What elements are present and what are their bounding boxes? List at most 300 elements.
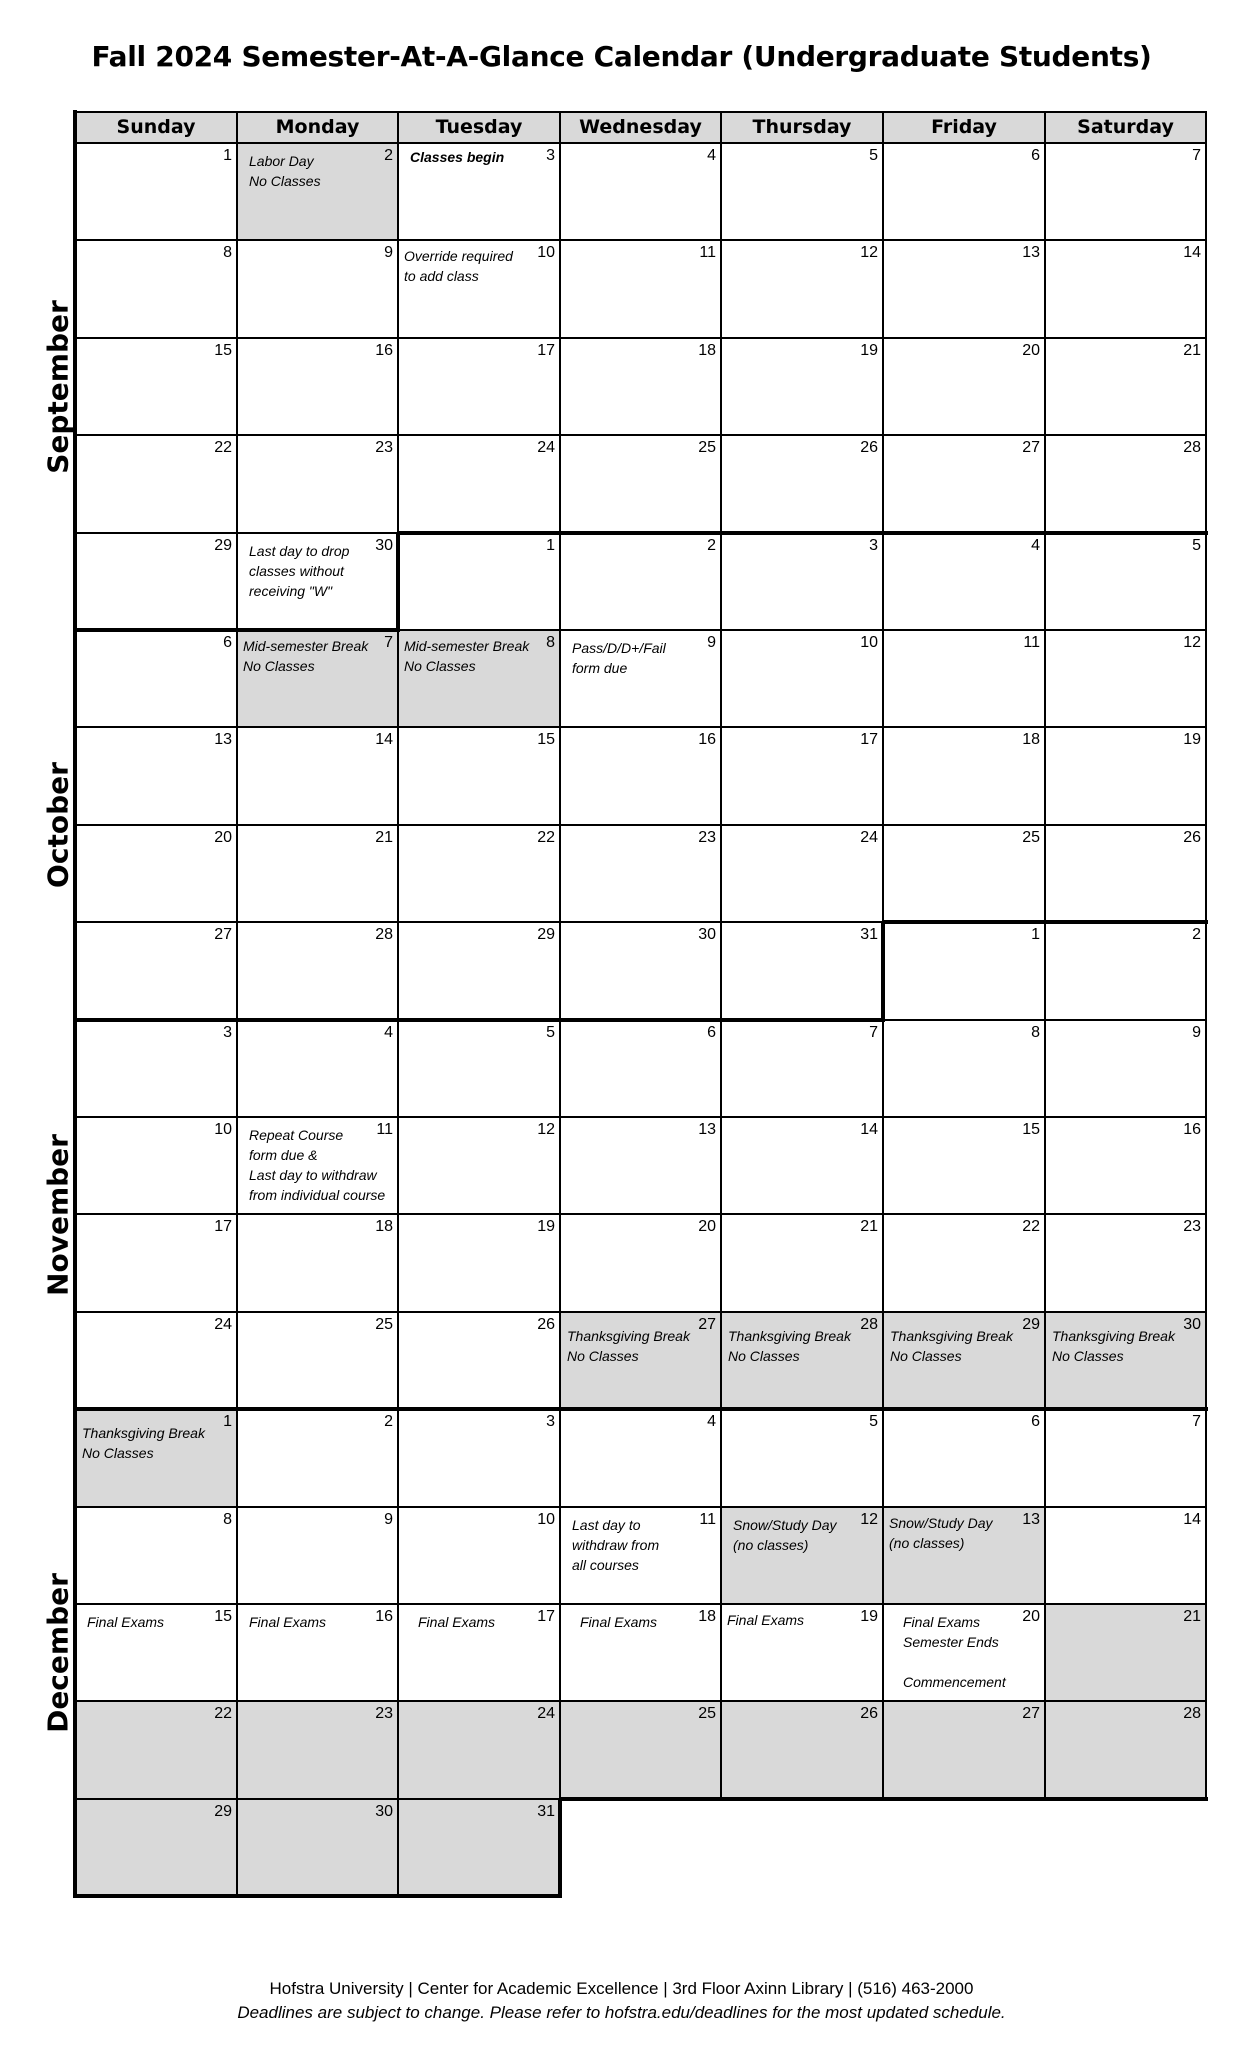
event-note-line: No Classes	[890, 1348, 962, 1364]
day-cell	[398, 1020, 560, 1117]
day-cell	[1045, 922, 1206, 1020]
event-note-line: Final Exams	[580, 1614, 658, 1630]
month-separator	[74, 628, 400, 632]
event-note	[249, 1612, 326, 1632]
day-cell	[560, 1701, 721, 1799]
event-note-line: Semester Ends	[903, 1634, 999, 1650]
day-cell	[75, 1117, 237, 1214]
day-cell	[721, 1507, 883, 1604]
event-note-line: Commencement	[903, 1674, 1006, 1690]
weekday-header-saturday: Saturday	[1045, 112, 1206, 143]
day-number: 10	[214, 1121, 232, 1138]
day-cell	[560, 1409, 721, 1507]
day-number: 25	[698, 1705, 716, 1722]
day-cell	[237, 1214, 398, 1312]
event-note-line: withdraw from	[572, 1537, 660, 1553]
event-note-line: No Classes	[82, 1445, 154, 1461]
day-number: 14	[1183, 1511, 1201, 1528]
month-separator	[74, 1407, 1208, 1411]
day-number: 13	[1022, 244, 1040, 261]
day-number: 1	[546, 537, 555, 554]
event-note-line: Repeat Course	[249, 1127, 344, 1143]
grid-line	[559, 111, 561, 1897]
day-number: 13	[1022, 1511, 1040, 1528]
day-cell	[398, 1799, 560, 1896]
event-note	[243, 636, 368, 676]
event-note	[728, 1326, 851, 1366]
event-note	[418, 1612, 495, 1632]
event-note	[572, 638, 666, 678]
day-cell	[75, 1312, 237, 1409]
day-cell	[883, 1507, 1045, 1604]
day-cell	[237, 143, 398, 240]
day-cell	[1045, 1312, 1206, 1409]
day-cell	[883, 533, 1045, 630]
grid-line	[75, 337, 1206, 339]
event-note-line: Snow/Study Day	[889, 1515, 993, 1531]
day-cell	[1045, 435, 1206, 533]
month-separator	[74, 1018, 885, 1022]
grid-line	[75, 824, 1206, 826]
day-cell	[398, 435, 560, 533]
grid-line	[1044, 111, 1046, 1800]
day-cell	[883, 338, 1045, 435]
day-cell	[75, 630, 237, 727]
day-cell	[237, 1020, 398, 1117]
page-title: Fall 2024 Semester-At-A-Glance Calendar (Undergraduate Students)	[91, 40, 1152, 73]
event-note-line: Mid-semester Break	[404, 638, 530, 654]
day-cell	[560, 240, 721, 338]
day-number: 29	[537, 926, 555, 943]
event-note-line: classes without	[249, 563, 344, 579]
grid-line	[75, 142, 1206, 144]
day-cell	[398, 338, 560, 435]
day-number: 1	[223, 1413, 232, 1430]
day-cell	[237, 240, 398, 338]
month-label-december: December	[41, 1572, 75, 1733]
event-note-line: Override required	[404, 248, 513, 264]
event-note-line: (no classes)	[733, 1537, 809, 1553]
event-note-line: No Classes	[404, 658, 476, 674]
day-number: 10	[860, 634, 878, 651]
day-number: 5	[869, 147, 878, 164]
day-number: 29	[1022, 1316, 1040, 1333]
day-number: 25	[375, 1316, 393, 1333]
day-number: 17	[860, 731, 878, 748]
event-note-line: (no classes)	[889, 1535, 965, 1551]
day-number: 11	[699, 244, 716, 261]
day-number: 2	[1192, 926, 1201, 943]
day-cell	[560, 1117, 721, 1214]
event-note-line: Pass/D/D+/Fail	[572, 640, 666, 656]
day-number: 5	[546, 1024, 555, 1041]
day-cell	[75, 825, 237, 922]
day-number: 23	[698, 829, 716, 846]
day-cell	[1045, 825, 1206, 922]
day-number: 30	[375, 537, 393, 554]
day-number: 7	[1192, 1413, 1201, 1430]
event-note-line: form due	[572, 660, 628, 676]
event-note-line: Classes begin	[410, 149, 505, 165]
day-number: 19	[860, 1608, 878, 1625]
day-cell	[1045, 727, 1206, 825]
day-number: 22	[537, 829, 555, 846]
day-cell	[883, 1312, 1045, 1409]
day-cell	[560, 1214, 721, 1312]
month-label-october: October	[41, 762, 75, 888]
event-note-line: Last day to drop	[249, 543, 350, 559]
day-number: 7	[1192, 147, 1201, 164]
day-cell	[721, 1312, 883, 1409]
day-number: 15	[537, 731, 555, 748]
event-note-line: Final Exams	[87, 1614, 165, 1630]
event-note-line: Final Exams	[903, 1614, 981, 1630]
day-number: 9	[384, 244, 393, 261]
day-cell	[398, 533, 560, 630]
day-cell	[237, 1312, 398, 1409]
day-number: 26	[860, 1705, 878, 1722]
day-number: 10	[537, 244, 555, 261]
day-cell	[560, 922, 721, 1020]
day-number: 28	[1183, 1705, 1201, 1722]
day-cell	[237, 1604, 398, 1701]
day-number: 27	[1022, 1705, 1040, 1722]
day-number: 31	[860, 926, 878, 943]
day-number: 2	[707, 537, 716, 554]
day-number: 18	[698, 342, 716, 359]
day-cell	[883, 630, 1045, 727]
day-number: 29	[214, 1803, 232, 1820]
day-cell	[398, 240, 560, 338]
month-label-september: September	[41, 299, 75, 474]
day-cell	[721, 1117, 883, 1214]
day-number: 19	[1183, 731, 1201, 748]
day-number: 7	[384, 634, 393, 651]
day-cell	[237, 825, 398, 922]
day-cell	[75, 1799, 237, 1896]
day-cell	[75, 727, 237, 825]
grid-line	[75, 1700, 1206, 1702]
event-note-line: Thanksgiving Break	[1052, 1328, 1175, 1344]
day-cell	[75, 240, 237, 338]
day-number: 23	[375, 1705, 393, 1722]
day-number: 4	[707, 1413, 716, 1430]
day-cell	[883, 1117, 1045, 1214]
day-number: 7	[869, 1024, 878, 1041]
day-number: 1	[1031, 926, 1040, 943]
event-note-line: to add class	[404, 268, 479, 284]
day-number: 25	[698, 439, 716, 456]
day-number: 26	[1183, 829, 1201, 846]
day-cell	[883, 1214, 1045, 1312]
day-number: 20	[1022, 1608, 1040, 1625]
day-number: 27	[214, 926, 232, 943]
day-number: 13	[698, 1121, 716, 1138]
day-cell	[721, 1409, 883, 1507]
day-cell	[1045, 630, 1206, 727]
day-number: 23	[1183, 1218, 1201, 1235]
event-note-line: Mid-semester Break	[243, 638, 369, 654]
day-number: 3	[546, 1413, 555, 1430]
day-cell	[721, 143, 883, 240]
day-cell	[75, 1020, 237, 1117]
day-cell	[398, 1507, 560, 1604]
day-cell	[883, 727, 1045, 825]
event-note-line: Thanksgiving Break	[82, 1425, 205, 1441]
day-number: 31	[537, 1803, 555, 1820]
day-number: 4	[384, 1024, 393, 1041]
event-note	[404, 246, 513, 286]
day-number: 14	[375, 731, 393, 748]
day-cell	[1045, 533, 1206, 630]
event-note	[903, 1612, 1006, 1692]
day-number: 17	[537, 1608, 555, 1625]
event-note	[410, 147, 504, 167]
day-number: 17	[537, 342, 555, 359]
day-cell	[721, 922, 883, 1020]
day-cell	[560, 1312, 721, 1409]
grid-line	[75, 1603, 1206, 1605]
day-cell	[1045, 1020, 1206, 1117]
grid-line	[75, 1311, 1206, 1313]
weekday-header-friday: Friday	[883, 112, 1045, 143]
event-note-line: from individual course	[249, 1187, 386, 1203]
event-note	[733, 1515, 837, 1555]
day-number: 18	[698, 1608, 716, 1625]
day-cell	[237, 727, 398, 825]
event-note-line: Last day to	[572, 1517, 641, 1533]
grid-line	[75, 726, 1206, 728]
day-cell	[398, 143, 560, 240]
event-note-line: Last day to withdraw	[249, 1167, 377, 1183]
day-number: 14	[860, 1121, 878, 1138]
day-number: 11	[376, 1121, 393, 1138]
footer-contact: Hofstra University | Center for Academic Excellence | 3rd Floor Axinn Library | (516) 463-2000	[269, 1979, 974, 1998]
day-cell	[398, 727, 560, 825]
day-number: 4	[707, 147, 716, 164]
day-number: 5	[869, 1413, 878, 1430]
day-cell	[75, 1214, 237, 1312]
day-cell	[237, 922, 398, 1020]
day-cell	[75, 922, 237, 1020]
grid-line	[1205, 111, 1207, 1800]
day-number: 24	[537, 439, 555, 456]
day-cell	[1045, 1701, 1206, 1799]
day-cell	[237, 630, 398, 727]
day-number: 12	[860, 1511, 878, 1528]
day-cell	[560, 338, 721, 435]
day-number: 16	[375, 342, 393, 359]
day-cell	[721, 1701, 883, 1799]
day-number: 8	[223, 1511, 232, 1528]
day-number: 8	[1031, 1024, 1040, 1041]
day-number: 3	[869, 537, 878, 554]
day-number: 28	[375, 926, 393, 943]
day-cell	[560, 143, 721, 240]
footer-disclaimer: Deadlines are subject to change. Please refer to hofstra.edu/deadlines for the most updated schedule.	[237, 2003, 1006, 2022]
day-cell	[721, 533, 883, 630]
event-note-line: Thanksgiving Break	[890, 1328, 1013, 1344]
day-number: 13	[214, 731, 232, 748]
weekday-header-tuesday: Tuesday	[398, 112, 560, 143]
day-number: 30	[698, 926, 716, 943]
event-note-line: Labor Day	[249, 153, 314, 169]
day-cell	[398, 1214, 560, 1312]
day-cell	[560, 727, 721, 825]
day-cell	[1045, 1507, 1206, 1604]
event-note-line: Snow/Study Day	[733, 1517, 837, 1533]
day-cell	[1045, 1409, 1206, 1507]
grid-line	[720, 111, 722, 1800]
day-cell	[721, 630, 883, 727]
day-number: 18	[1022, 731, 1040, 748]
day-number: 20	[698, 1218, 716, 1235]
day-number: 9	[1192, 1024, 1201, 1041]
day-cell	[237, 1117, 398, 1214]
grid-line	[75, 111, 1206, 113]
month-separator	[559, 1797, 1208, 1801]
event-note	[87, 1612, 164, 1632]
day-number: 12	[1183, 634, 1201, 651]
day-number: 21	[375, 829, 393, 846]
day-cell	[560, 533, 721, 630]
day-cell	[75, 1507, 237, 1604]
day-cell	[883, 240, 1045, 338]
day-number: 30	[375, 1803, 393, 1820]
day-number: 2	[384, 1413, 393, 1430]
month-separator	[882, 920, 1208, 924]
weekday-header-monday: Monday	[237, 112, 398, 143]
day-cell	[721, 1604, 883, 1701]
day-cell	[560, 1020, 721, 1117]
day-cell	[883, 922, 1045, 1020]
day-cell	[883, 143, 1045, 240]
event-note	[890, 1326, 1013, 1366]
month-label-november: November	[41, 1133, 75, 1296]
event-note-line: Final Exams	[249, 1614, 327, 1630]
day-number: 11	[699, 1511, 716, 1528]
day-number: 12	[537, 1121, 555, 1138]
day-number: 1	[223, 147, 232, 164]
day-number: 3	[223, 1024, 232, 1041]
day-cell	[398, 1701, 560, 1799]
day-number: 11	[1023, 634, 1040, 651]
day-cell	[883, 1020, 1045, 1117]
day-number: 8	[546, 634, 555, 651]
day-cell	[398, 1312, 560, 1409]
day-cell	[1045, 240, 1206, 338]
day-number: 15	[214, 1608, 232, 1625]
day-number: 15	[214, 342, 232, 359]
month-separator	[881, 921, 885, 1022]
day-cell	[560, 630, 721, 727]
grid-line	[75, 434, 1206, 436]
day-cell	[398, 1117, 560, 1214]
day-number: 24	[537, 1705, 555, 1722]
day-cell	[721, 435, 883, 533]
day-number: 19	[537, 1218, 555, 1235]
event-note-line: No Classes	[249, 173, 321, 189]
event-note	[1052, 1326, 1175, 1366]
day-cell	[883, 1409, 1045, 1507]
day-number: 30	[1183, 1316, 1201, 1333]
grid-line	[75, 1506, 1206, 1508]
day-number: 21	[860, 1218, 878, 1235]
event-note	[249, 541, 349, 601]
day-cell	[237, 1701, 398, 1799]
day-cell	[883, 825, 1045, 922]
grid-line	[75, 1213, 1206, 1215]
day-cell	[237, 338, 398, 435]
day-number: 3	[546, 147, 555, 164]
day-number: 6	[223, 634, 232, 651]
day-number: 14	[1183, 244, 1201, 261]
day-number: 27	[698, 1316, 716, 1333]
month-separator	[558, 1798, 562, 1898]
day-number: 22	[214, 1705, 232, 1722]
event-note	[567, 1326, 690, 1366]
day-number: 16	[1183, 1121, 1201, 1138]
event-note-line: form due &	[249, 1147, 318, 1163]
day-number: 10	[537, 1511, 555, 1528]
day-cell	[398, 922, 560, 1020]
day-cell	[883, 1701, 1045, 1799]
event-note-line: Final Exams	[727, 1612, 805, 1628]
day-number: 15	[1022, 1121, 1040, 1138]
grid-line	[75, 1116, 1206, 1118]
event-note	[889, 1513, 993, 1553]
day-cell	[398, 1409, 560, 1507]
day-number: 26	[537, 1316, 555, 1333]
day-cell	[75, 1604, 237, 1701]
day-cell	[75, 143, 237, 240]
day-number: 17	[214, 1218, 232, 1235]
weekday-header-thursday: Thursday	[721, 112, 883, 143]
day-cell	[398, 630, 560, 727]
day-cell	[1045, 1214, 1206, 1312]
day-cell	[75, 435, 237, 533]
day-cell	[1045, 338, 1206, 435]
event-note	[404, 636, 529, 676]
day-number: 22	[214, 439, 232, 456]
event-note	[249, 1125, 385, 1205]
day-number: 27	[1022, 439, 1040, 456]
day-number: 5	[1192, 537, 1201, 554]
day-cell	[721, 1214, 883, 1312]
day-cell	[1045, 1604, 1206, 1701]
day-number: 24	[214, 1316, 232, 1333]
day-number: 6	[1031, 1413, 1040, 1430]
day-cell	[237, 435, 398, 533]
day-number: 19	[860, 342, 878, 359]
day-number: 28	[1183, 439, 1201, 456]
day-number: 6	[1031, 147, 1040, 164]
day-cell	[560, 435, 721, 533]
day-cell	[237, 1799, 398, 1896]
day-cell	[75, 533, 237, 630]
day-number: 8	[223, 244, 232, 261]
grid-line	[75, 239, 1206, 241]
weekday-header-wednesday: Wednesday	[560, 112, 721, 143]
day-number: 16	[375, 1608, 393, 1625]
day-cell	[560, 825, 721, 922]
day-number: 9	[384, 1511, 393, 1528]
day-cell	[1045, 143, 1206, 240]
day-cell	[721, 727, 883, 825]
day-number: 18	[375, 1218, 393, 1235]
day-cell	[237, 1507, 398, 1604]
day-number: 2	[384, 147, 393, 164]
